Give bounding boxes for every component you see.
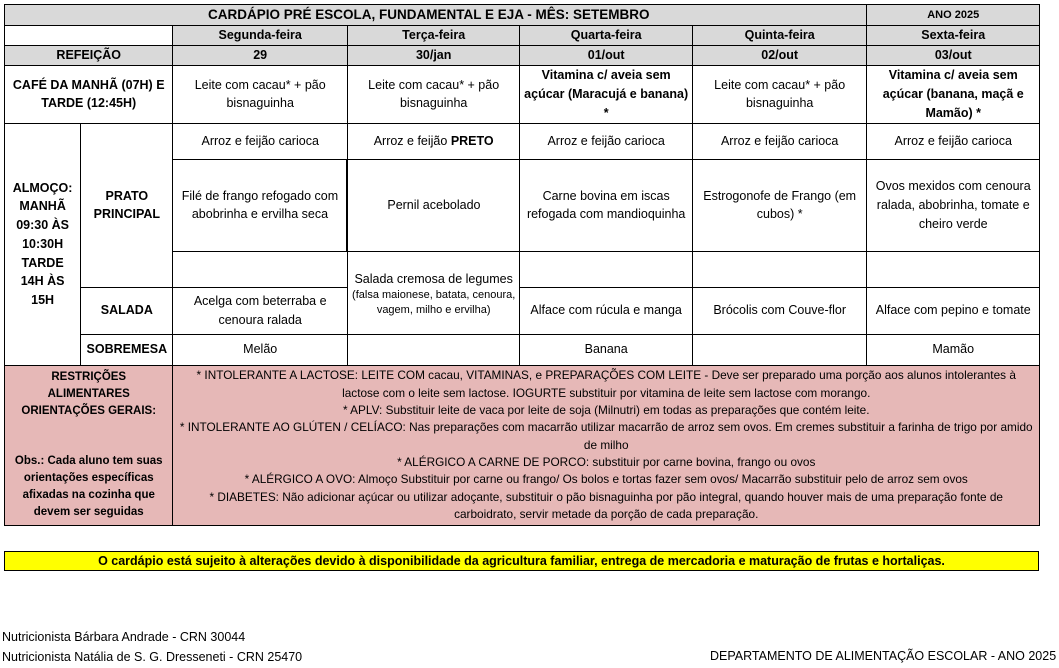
cafe-item: Vitamina c/ aveia sem açúcar (banana, maçã e Mamão) *	[867, 65, 1040, 123]
empty-cell	[173, 251, 347, 287]
restricao-line: * ALÉRGICO A OVO: Almoço Substituir por carne ou frango/ Os bolos e tortas fazer sem ovos/ Macarrão substituir pelo de arroz sem ovos	[244, 472, 968, 487]
refeicao-label: REFEIÇÃO	[5, 46, 173, 66]
date-cell: 01/out	[520, 46, 692, 66]
empty-cell	[867, 251, 1040, 287]
nutricionista-2: Nutricionista Natália de S. G. Dresseneti - CRN 25470	[2, 650, 303, 664]
prato-principal-label: PRATO PRINCIPAL	[81, 123, 173, 287]
salada-label: SALADA	[81, 287, 173, 334]
restricao-line: * APLV: Substituir leite de vaca por leite de soja (Milnutri) em todas as preparações que contém leite.	[342, 402, 870, 417]
salada-cell: Acelga com beterraba e cenoura ralada	[173, 287, 347, 334]
day-header: Quarta-feira	[520, 26, 692, 46]
arroz-cell: Arroz e feijão carioca	[692, 123, 867, 159]
page-title	[5, 5, 867, 26]
date-cell: 29	[173, 46, 347, 66]
day-header: Sexta-feira	[867, 26, 1040, 46]
cafe-item: Vitamina c/ aveia sem açúcar (Maracujá e banana) *	[520, 65, 692, 123]
salada-cremosa-title: Salada cremosa de legumes	[354, 271, 513, 286]
sobremesa-cell	[347, 334, 519, 365]
prato-cell: Estrogonofe de Frango (em cubos) *	[692, 159, 867, 251]
restricoes-list	[173, 365, 1040, 525]
empty-cell	[520, 251, 692, 287]
restricoes-title: RESTRIÇÕES ALIMENTARES	[47, 370, 130, 401]
date-cell: 30/jan	[347, 46, 519, 66]
cafe-label: CAFÉ DA MANHÃ (07H) E TARDE (12:45H)	[5, 65, 173, 123]
prato-cell: Pernil acebolado	[347, 159, 519, 251]
restricao-line: * ALÉRGICO A CARNE DE PORCO: substituir por carne bovina, frango ou ovos	[397, 454, 816, 469]
sobremesa-cell: Banana	[520, 334, 692, 365]
salada-cremosa-cell	[347, 251, 519, 334]
almoco-label: ALMOÇO: MANHÃ 09:30 ÀS 10:30H TARDE 14H ÀS 15H	[5, 123, 81, 365]
salada-cell: Brócolis com Couve-flor	[692, 287, 867, 334]
arroz-highlight: PRETO	[450, 133, 494, 148]
cafe-item: Leite com cacau* + pão bisnaguinha	[347, 65, 519, 123]
nutricionista-1: Nutricionista Bárbara Andrade - CRN 30044	[2, 630, 246, 644]
day-header: Terça-feira	[347, 26, 519, 46]
arroz-cell: Arroz e feijão carioca	[867, 123, 1040, 159]
sobremesa-cell: Mamão	[867, 334, 1040, 365]
empty-cell	[692, 251, 867, 287]
notice-banner: O cardápio está sujeito à alterações devido à disponibilidade da agricultura familiar, entrega de mercadoria e maturação de frutas e hortaliças.	[4, 551, 1039, 571]
cafe-item: Leite com cacau* + pão bisnaguinha	[173, 65, 347, 123]
arroz-cell	[347, 123, 519, 159]
day-header: Segunda-feira	[173, 26, 347, 46]
date-cell: 02/out	[692, 46, 867, 66]
salada-cell: Alface com pepino e tomate	[867, 287, 1040, 334]
arroz-cell: Arroz e feijão carioca	[520, 123, 692, 159]
arroz-cell: Arroz e feijão carioca	[173, 123, 347, 159]
orientacoes-title: ORIENTAÇÕES GERAIS:	[21, 405, 157, 418]
obs-text: Obs.: Cada aluno tem suas orientações específicas afixadas na cozinha que devem ser seguidas	[14, 454, 163, 519]
sobremesa-cell: Melão	[173, 334, 347, 365]
department-label: DEPARTAMENTO DE ALIMENTAÇÃO ESCOLAR - ANO 2025	[710, 649, 1057, 663]
sobremesa-cell	[692, 334, 867, 365]
date-cell: 03/out	[867, 46, 1040, 66]
salada-cell: Alface com rúcula e manga	[520, 287, 692, 334]
title-text: CARDÁPIO PRÉ ESCOLA, FUNDAMENTAL E EJA - MÊS: SETEMBRO	[208, 7, 650, 22]
restricao-line: * INTOLERANTE AO GLÚTEN / CELÍACO: Nas preparações com macarrão utilizar macarrão de arroz sem ovos. Em cremes substituir a farinha de trigo por amido de milho	[179, 420, 1033, 452]
salada-cremosa-detail: (falsa maionese, batata, cenoura, vagem, milho e ervilha)	[352, 289, 516, 317]
prato-cell: Filé de frango refogado com abobrinha e ervilha seca	[173, 159, 347, 251]
blank-corner	[5, 26, 173, 46]
year-label: ANO 2025	[867, 5, 1040, 26]
restricao-line: * DIABETES: Não adicionar açúcar ou utilizar adoçante, substituir o pão bisnaguinha por pão integral, quando houver mais de uma preparação fonte de carboidrato, servir metade da porção de cada preparação.	[209, 489, 1003, 521]
prato-cell: Carne bovina em iscas refogada com mandioquinha	[520, 159, 692, 251]
prato-cell: Ovos mexidos com cenoura ralada, abobrinha, tomate e cheiro verde	[867, 159, 1040, 251]
day-header: Quinta-feira	[692, 26, 867, 46]
arroz-text: Arroz e feijão	[373, 133, 451, 148]
menu-table	[4, 4, 1040, 526]
cafe-item: Leite com cacau* + pão bisnaguinha	[692, 65, 867, 123]
restricoes-label	[5, 365, 173, 525]
sobremesa-label: SOBREMESA	[81, 334, 173, 365]
restricao-line: * INTOLERANTE A LACTOSE: LEITE COM cacau, VITAMINAS, e PREPARAÇÕES COM LEITE - Deve ser preparado uma porção aos alunos intolerantes à lactose com o leite sem lactose. IOGURTE substituir por vitamina de leite sem lactose com morango.	[196, 368, 1016, 400]
